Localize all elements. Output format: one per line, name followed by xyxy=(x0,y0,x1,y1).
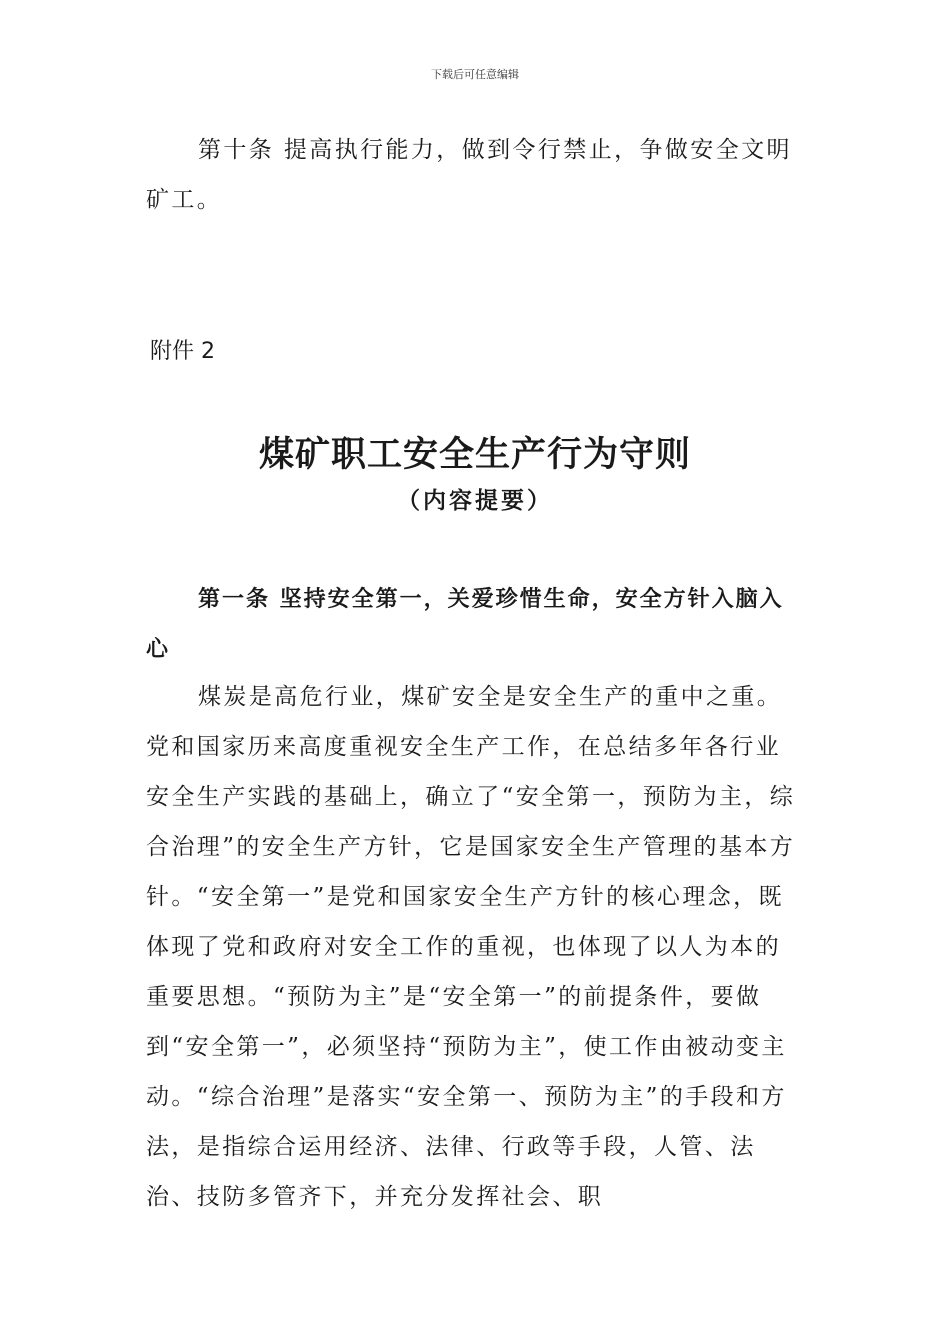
article-one-body: 煤炭是高危行业，煤矿安全是安全生产的重中之重。党和国家历来高度重视安全生产工作，在总结多年各行业安全生产实践的基础上，确立了“安全第一，预防为主，综合治理”的安全生产方针，它是国家安全生产管理的基本方针。“安全第一”是党和国家安全生产方针的核心理念，既体现了党和政府对安全工作的重视，也体现了以人为本的重要思想。“预防为主”是“安全第一”的前提条件，要做到“安全第一”，必须坚持“预防为主”，使工作由被动变主动。“综合治理”是落实“安全第一、预防为主”的手段和方法，是指综合运用经济、法律、行政等手段，人管、法治、技防多管齐下，并充分发挥社会、职 xyxy=(146,684,796,1210)
attachment-label: 附件 2 xyxy=(150,339,215,364)
prev-article-paragraph: 第十条 提高执行能力，做到令行禁止，争做安全文明矿工。 xyxy=(146,137,792,213)
page-header-note: 下载后可任意编辑 xyxy=(431,68,519,81)
document-title: 煤矿职工安全生产行为守则 xyxy=(258,435,691,475)
article-one-heading: 第一条 坚持安全第一，关爱珍惜生命，安全方针入脑入心 xyxy=(146,586,784,662)
document-subtitle: （内容提要） xyxy=(397,487,553,514)
